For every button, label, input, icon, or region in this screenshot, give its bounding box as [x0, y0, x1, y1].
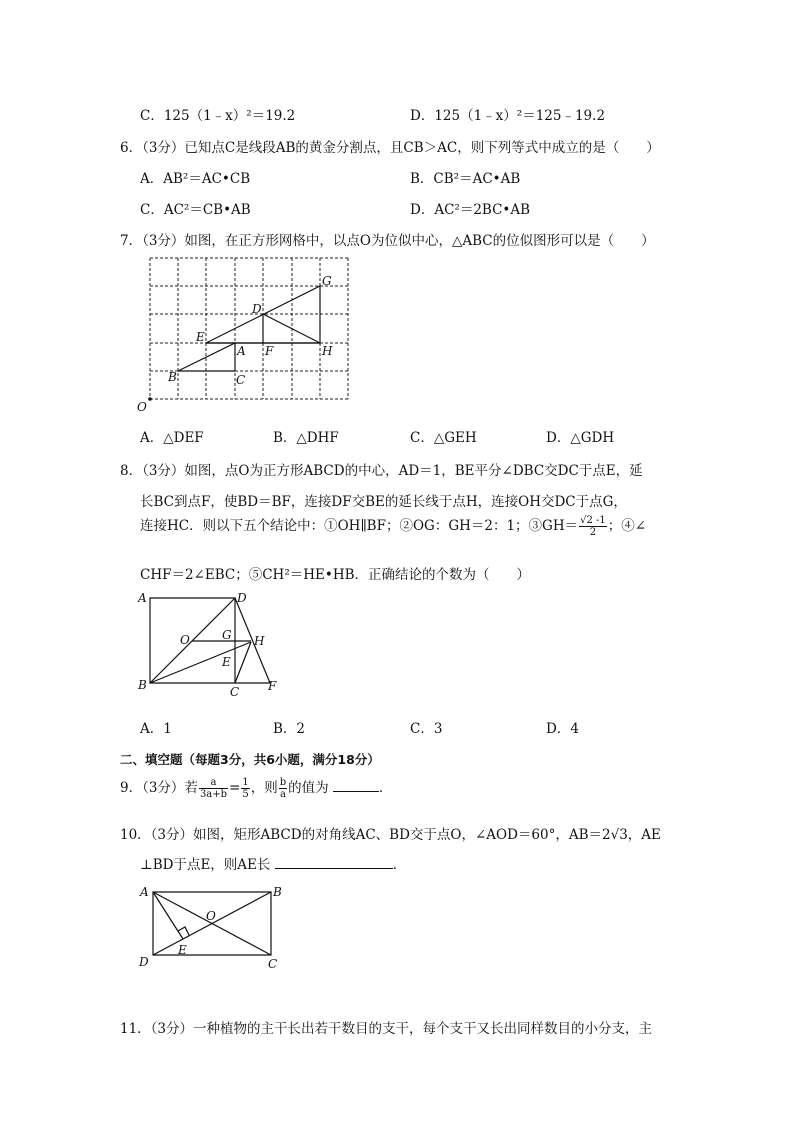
- q9-f1-num: a: [199, 777, 228, 789]
- q7-stem: 7．（3分）如图，在正方形网格中，以点O为位似中心，△ABC的位似图形可以是（ ）: [120, 233, 655, 249]
- q9-prefix: 9．（3分）若: [120, 780, 198, 796]
- q9-fraction-2: [241, 777, 249, 800]
- q8-frac-den: 2: [589, 527, 597, 538]
- label-h: H: [254, 634, 265, 648]
- label-h: H: [322, 344, 333, 358]
- q7-option-b: B．△DHF: [273, 430, 339, 446]
- label-f: F: [265, 344, 274, 358]
- label-e: E: [178, 943, 187, 957]
- q7-grid-figure: [134, 254, 364, 416]
- q7-grid-lines: [150, 258, 348, 399]
- q7-option-c: C．△GEH: [410, 430, 477, 446]
- q9-eq: =: [229, 780, 241, 796]
- q9-f3-num: b: [279, 777, 287, 788]
- label-g: G: [222, 628, 232, 642]
- q7-option-a: A．△DEF: [140, 430, 204, 446]
- q10-line-1: 10．（3分）如图，矩形ABCD的对角线AC、BD交于点O，∠AOD＝60°，AB＝2√3，AE: [120, 827, 661, 843]
- q9-fraction-3: [279, 777, 287, 800]
- q8-line-3: [140, 514, 646, 538]
- label-c: C: [236, 373, 246, 387]
- q8-line-3b: ；④∠: [607, 518, 647, 534]
- q8-option-b: B．2: [273, 721, 306, 737]
- label-d: D: [237, 591, 247, 605]
- q9-f2-den: 5: [242, 789, 249, 800]
- label-d: D: [252, 302, 262, 316]
- q9-line: [120, 776, 392, 800]
- q10-rectangle-figure: [134, 882, 294, 974]
- q8-frac-num: √2 -1: [580, 515, 606, 526]
- q8-option-a: A．1: [140, 721, 172, 737]
- q10-end: ．: [392, 857, 407, 873]
- label-a: A: [138, 591, 147, 605]
- q6-option-a: A．AB²＝AC•CB: [140, 171, 251, 187]
- section-2-heading: 二、填空题（每题3分，共6小题，满分18分）: [120, 752, 380, 767]
- q9-answer-blank[interactable]: [333, 779, 379, 792]
- q6-option-c: C．AC²＝CB•AB: [140, 202, 251, 218]
- q9-f1-den: 3a+b: [199, 789, 228, 800]
- q9-mid: ，则: [250, 780, 278, 796]
- q8-line-2: 长BC到点F，使BD＝BF，连接DF交BE的延长线于点H，连接OH交DC于点G，: [140, 494, 627, 510]
- q8-square-figure: [134, 590, 284, 698]
- q8-line-3a: 连接HC．则以下五个结论中：①OH∥BF；②OG：GH＝2：1；③GH＝: [140, 518, 579, 534]
- label-e: E: [196, 330, 205, 344]
- q8-line-4: CHF＝2∠EBC；⑤CH²＝HE•HB．正确结论的个数为（ ）: [140, 567, 531, 583]
- label-b: B: [168, 370, 177, 384]
- label-b: B: [273, 885, 282, 899]
- q9-end: ．: [378, 780, 393, 796]
- q9-f2-num: 1: [242, 777, 249, 788]
- q5-option-c: C．125（1﹣x）²＝19.2: [140, 108, 296, 124]
- q8-line-1: 8．（3分）如图，点O为正方形ABCD的中心，AD＝1，BE平分∠DBC交DC于点E，延: [120, 463, 643, 479]
- label-o: O: [137, 400, 147, 414]
- label-g: G: [322, 274, 332, 288]
- label-a: A: [237, 344, 246, 358]
- segment-ae: [153, 892, 183, 939]
- q7-option-d: D．△GDH: [546, 430, 615, 446]
- q10-answer-blank[interactable]: [275, 856, 393, 869]
- q8-option-c: C．3: [410, 721, 443, 737]
- label-o: O: [206, 909, 216, 923]
- q10-line-2-text: ⊥BD于点E，则AE长: [140, 857, 271, 873]
- q6-option-d: D．AC²＝2BC•AB: [410, 202, 531, 218]
- label-o: O: [180, 633, 190, 647]
- segment-bh: [150, 642, 251, 683]
- label-b: B: [138, 678, 147, 692]
- q9-f3-den: a: [279, 789, 286, 800]
- q6-option-b: B．CB²＝AC•AB: [410, 171, 521, 187]
- q8-option-d: D．4: [546, 721, 579, 737]
- q5-option-d: D．125（1﹣x）²＝125﹣19.2: [410, 108, 606, 124]
- q10-line-2: [140, 853, 406, 873]
- q6-stem: 6．（3分）已知点C是线段AB的黄金分割点，且CB＞AC，则下列等式中成立的是（ ）: [120, 140, 660, 156]
- q9-fraction-1: [199, 777, 228, 800]
- label-c: C: [268, 957, 278, 971]
- point-o: [148, 397, 152, 401]
- q8-fraction: [579, 515, 607, 538]
- label-e: E: [222, 655, 231, 669]
- triangle-abc: [178, 343, 235, 371]
- q11-line-1: 11．（3分）一种植物的主干长出若干数目的支干，每个支干又长出同样数目的小分支，主: [120, 1021, 653, 1037]
- label-a: A: [140, 885, 149, 899]
- label-f: F: [268, 679, 277, 693]
- q9-suffix: 的值为: [288, 780, 329, 796]
- label-c: C: [230, 685, 240, 698]
- label-d: D: [139, 955, 149, 969]
